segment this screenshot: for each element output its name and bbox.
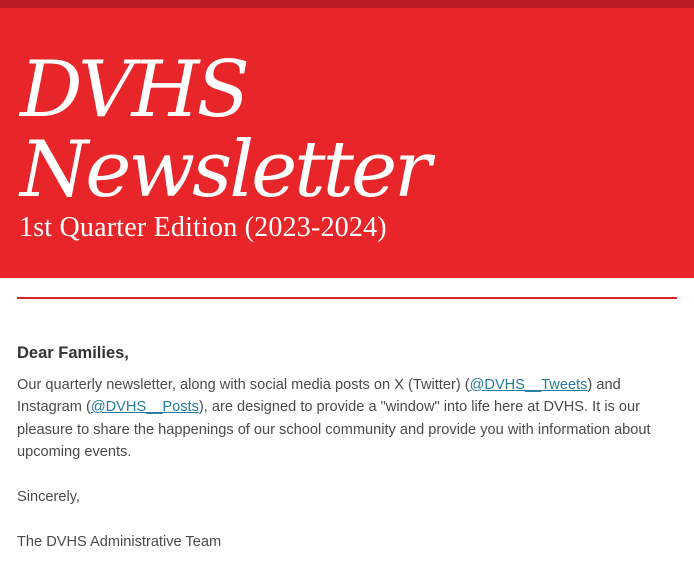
greeting-heading: Dear Families, — [17, 344, 129, 362]
signature-text: The DVHS Administrative Team — [17, 534, 222, 550]
intro-paragraph — [17, 374, 677, 464]
banner-title-line2: Newsletter — [20, 125, 429, 215]
top-strip — [0, 0, 694, 8]
twitter-link[interactable]: @DVHS__Tweets — [469, 376, 588, 393]
edition-subtitle: 1st Quarter Edition (2023-2024) — [19, 212, 387, 243]
letter-content — [0, 299, 694, 554]
newsletter-banner — [0, 8, 694, 278]
closing-text: Sincerely, — [17, 489, 80, 505]
instagram-link[interactable]: @DVHS__Posts — [90, 399, 199, 415]
banner-title-line1: DVHS — [20, 45, 247, 135]
intro-text: Our quarterly newsletter, along with social media posts on X (Twitter) ( — [17, 376, 470, 393]
intro-mid-text: ) and Instagram ( — [17, 376, 621, 415]
banner-title — [20, 45, 429, 215]
intro-outro-text: ), are designed to provide a "window" into life here at DVHS. It is our pleasure to share the happenings of our school community and provide you with information about upcoming events. — [17, 399, 651, 460]
